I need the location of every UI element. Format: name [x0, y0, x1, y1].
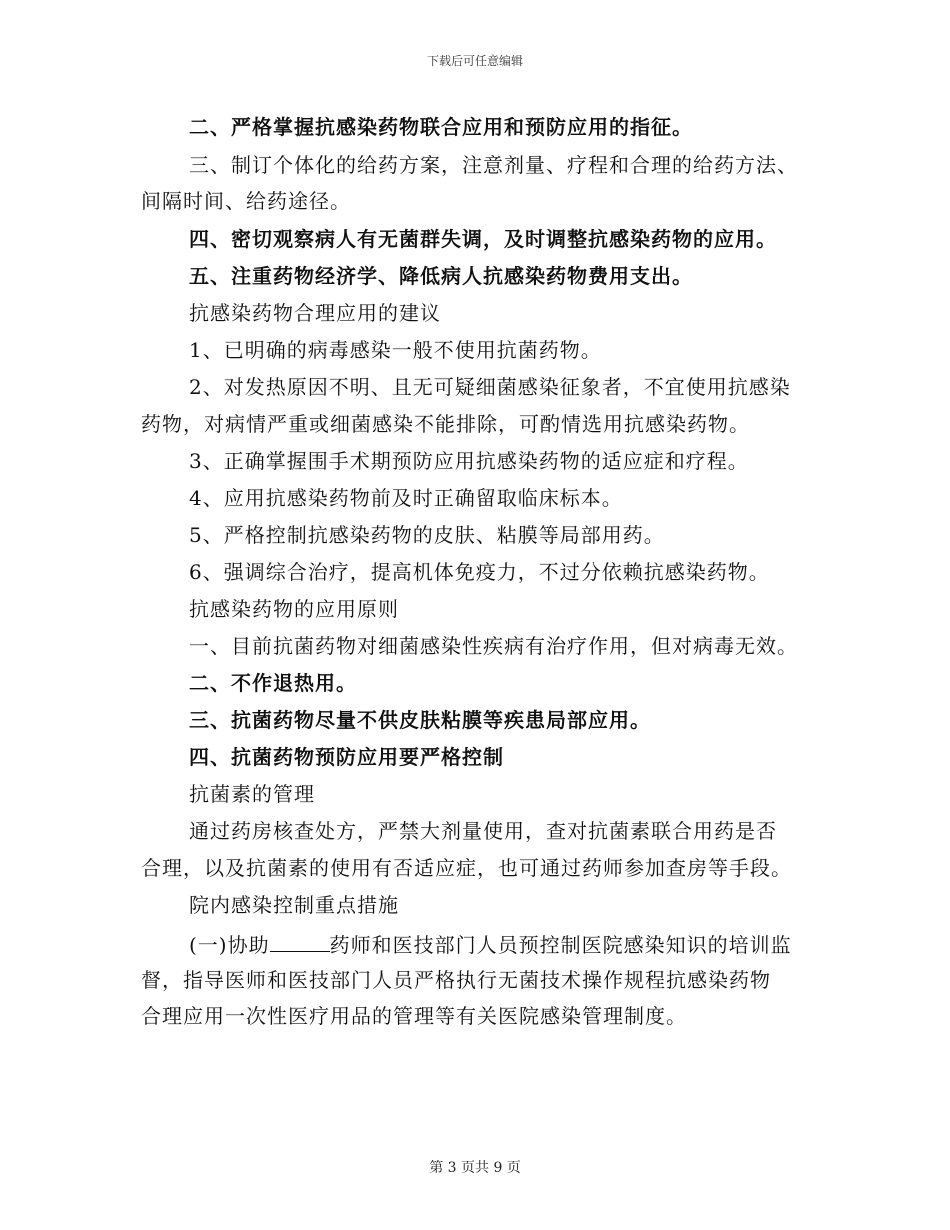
section-heading: 院内感染控制重点措施 [189, 893, 399, 917]
text-line: 二、不作退热用。 [189, 671, 357, 695]
text-line: 三、抗菌药物尽量不供皮肤粘膜等疾患局部应用。 [189, 708, 651, 732]
text-line: 三、制订个体化的给药方案，注意剂量、疗程和合理的给药方法、 [189, 153, 798, 177]
fill-in-blank [270, 929, 330, 952]
text-segment: 药师和医技部门人员预控制医院感染知识的培训监 [329, 933, 792, 957]
text-line: 二、严格掌握抗感染药物联合应用和预防应用的指征。 [189, 115, 693, 139]
text-line: 五、注重药物经济学、降低病人抗感染药物费用支出。 [189, 264, 693, 288]
section-heading: 抗感染药物的应用原则 [189, 597, 399, 621]
text-line: 3、正确掌握围手术期预防应用抗感染药物的适应症和疗程。 [189, 449, 749, 473]
text-line: 四、密切观察病人有无菌群失调，及时调整抗感染药物的应用。 [189, 227, 777, 251]
section-heading: 抗菌素的管理 [189, 782, 315, 806]
text-line: 2、对发热原因不明、且无可疑细菌感染征象者，不宜使用抗感染 [189, 375, 791, 399]
page-footer: 第 3 页共 9 页 [429, 1160, 521, 1176]
text-line: 6、强调综合治疗，提高机体免疫力，不过分依赖抗感染药物。 [189, 560, 770, 584]
page-header: 下载后可任意编辑 [426, 54, 523, 68]
text-line: 合理，以及抗菌素的使用有否适应症，也可通过药师参加查房等手段。 [141, 856, 792, 880]
text-line: 4、应用抗感染药物前及时正确留取临床标本。 [189, 486, 623, 510]
text-line: 间隔时间、给药途径。 [141, 189, 351, 213]
text-line: 5、严格控制抗感染药物的皮肤、粘膜等局部用药。 [189, 523, 665, 547]
text-segment: (一)协助 [189, 933, 270, 957]
text-line: 1、已明确的病毒感染一般不使用抗菌药物。 [189, 338, 602, 362]
text-line: 督，指导医师和医技部门人员严格执行无菌技术操作规程抗感染药物 [141, 968, 771, 992]
text-line: 通过药房核查处方，严禁大剂量使用，查对抗菌素联合用药是否 [189, 819, 777, 843]
text-line: 四、抗菌药物预防应用要严格控制 [189, 745, 504, 769]
text-line: 药物，对病情严重或细菌感染不能排除，可酌情选用抗感染药物。 [141, 412, 750, 436]
section-heading: 抗感染药物合理应用的建议 [189, 301, 441, 325]
text-line-with-blank [189, 929, 792, 960]
text-line: 一、目前抗菌药物对细菌感染性疾病有治疗作用，但对病毒无效。 [189, 634, 798, 658]
text-line: 合理应用一次性医疗用品的管理等有关医院感染管理制度。 [141, 1004, 687, 1028]
